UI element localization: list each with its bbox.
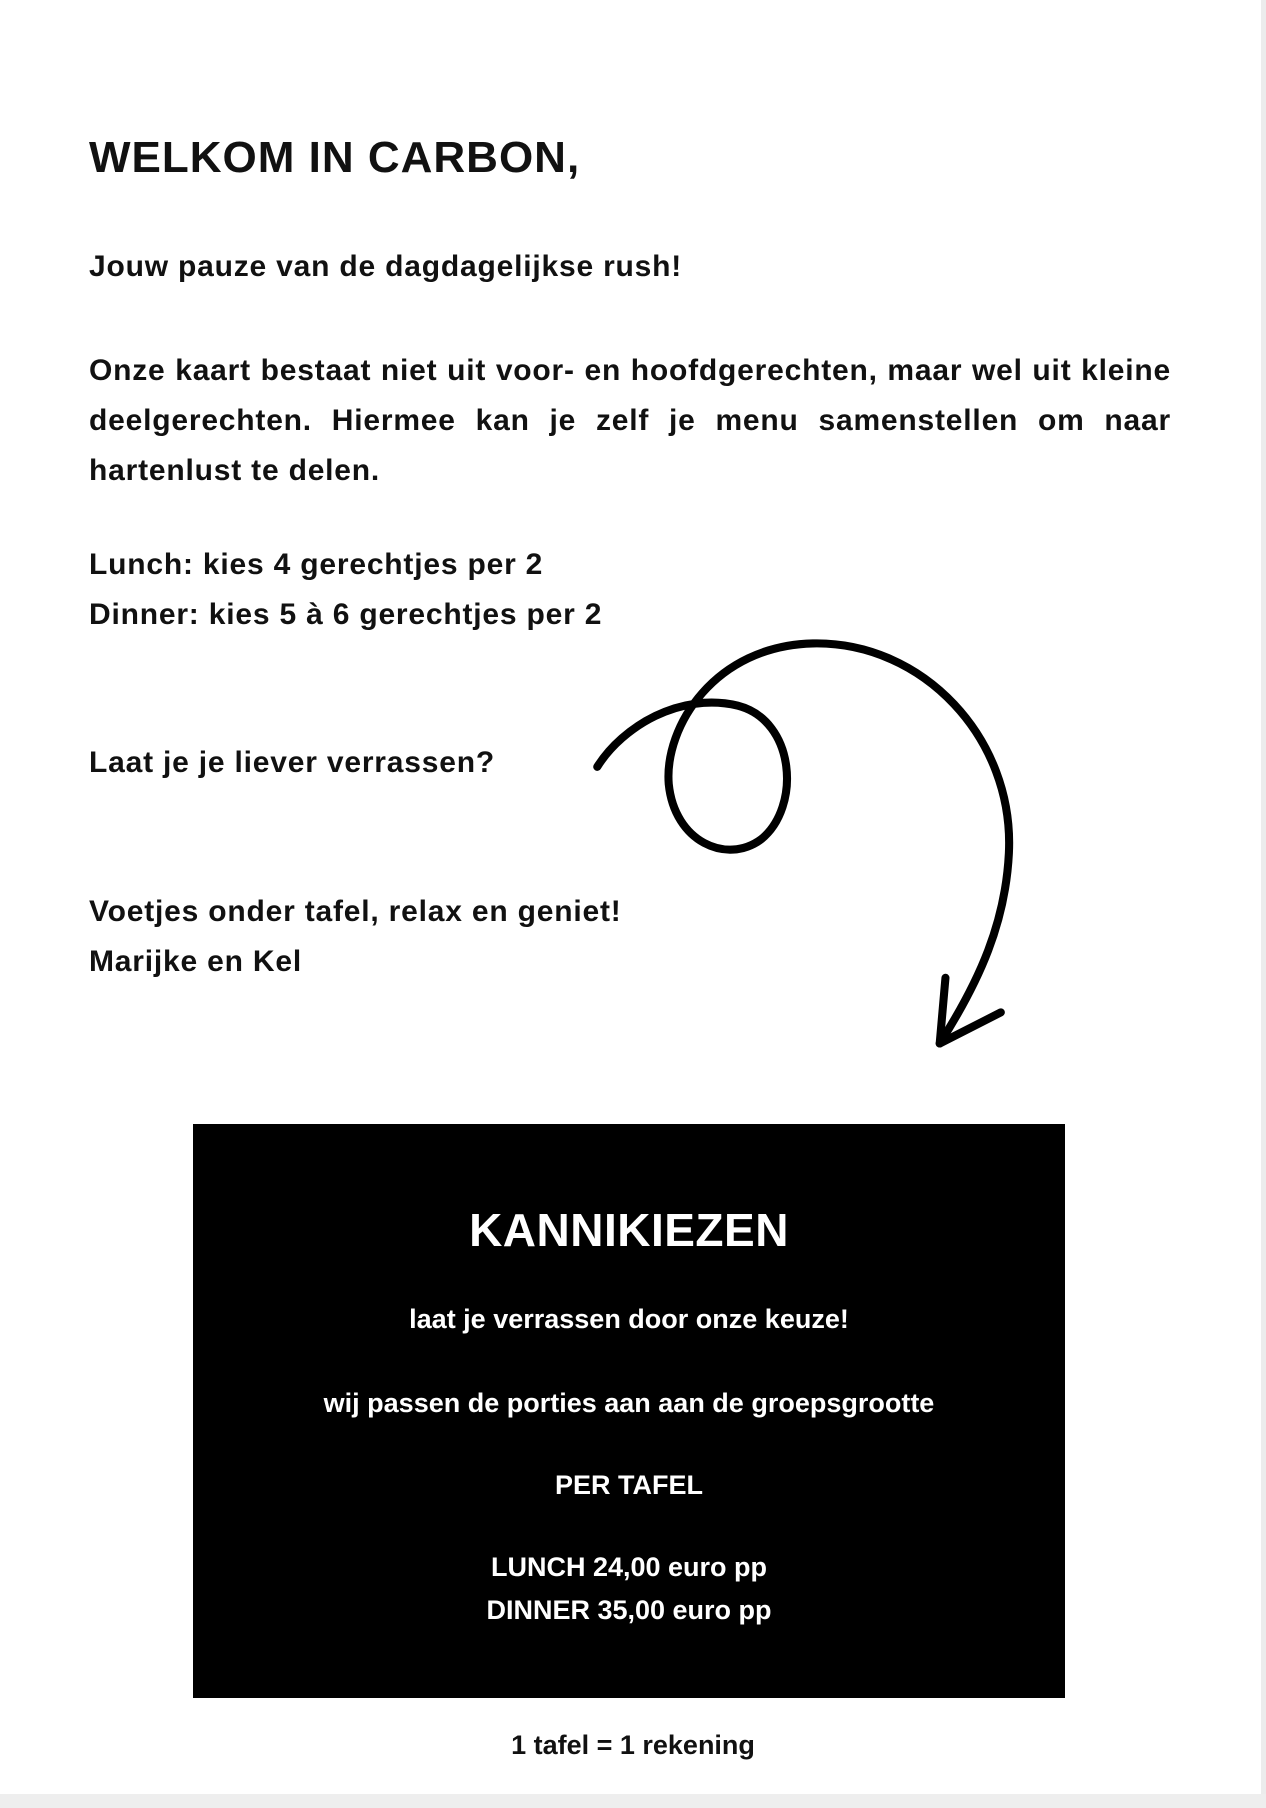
dinner-price: DINNER 35,00 euro pp: [486, 1595, 772, 1625]
dinner-rule: Dinner: kies 5 à 6 gerechtjes per 2: [89, 598, 603, 631]
lunch-price: LUNCH 24,00 euro pp: [490, 1552, 768, 1582]
box-line-3: PER TAFEL: [555, 1470, 703, 1500]
page-edge-bottom: [0, 1794, 1266, 1808]
box-line-1: laat je verrassen door onze keuze!: [409, 1304, 849, 1334]
kannikiezen-box: [193, 1124, 1065, 1698]
signature: Marijke en Kel: [89, 945, 302, 978]
intro-text: Jouw pauze van de dagdagelijkse rush!: [89, 250, 683, 283]
description-text: Onze kaart bestaat niet uit voor- en hoofdgerechten, maar wel uit kleine deelgerechten. Hiermee kan je zelf je menu samenstellen om naar hartenlust te delen.: [89, 354, 1171, 487]
page-title: WELKOM IN CARBON,: [89, 133, 581, 182]
page-edge-right: [1261, 0, 1266, 1808]
closing-text: Voetjes onder tafel, relax en geniet!: [89, 895, 622, 928]
box-title: KANNIKIEZEN: [469, 1204, 789, 1256]
surprise-question: Laat je je liever verrassen?: [89, 746, 495, 779]
box-line-2: wij passen de porties aan aan de groepsgrootte: [323, 1388, 935, 1418]
footer-note: 1 tafel = 1 rekening: [511, 1730, 755, 1760]
lunch-rule: Lunch: kies 4 gerechtjes per 2: [89, 548, 544, 581]
